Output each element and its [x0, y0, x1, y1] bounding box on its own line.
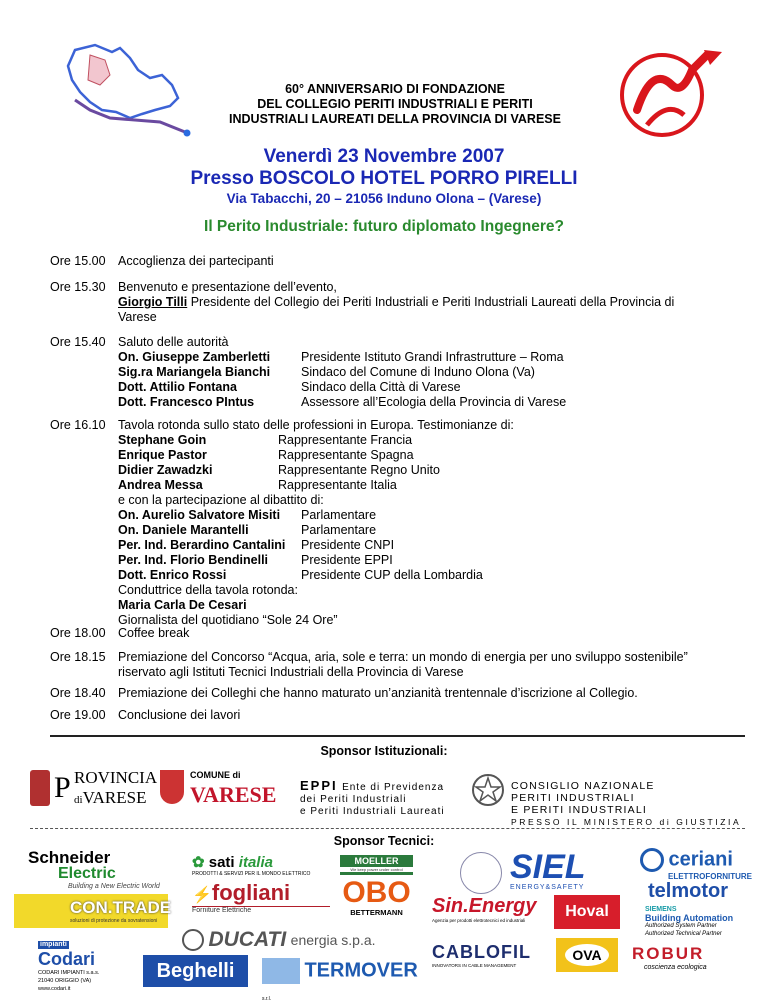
eppi-line: dei Periti Industriali [300, 794, 407, 805]
codari-label: impianti [40, 941, 67, 948]
speaker-name: Enrique Pastor [118, 448, 207, 462]
siemens-line: Building Automation [645, 913, 734, 923]
moeller-logo [340, 855, 413, 875]
ova-logo [556, 938, 618, 972]
program-time: Ore 15.00 [50, 254, 106, 268]
sinenergy-name: Sin.Energy [432, 895, 537, 917]
program-item [50, 708, 710, 723]
siemens-logo [645, 906, 750, 938]
program-time: Ore 18.15 [50, 650, 106, 664]
schneider-electric-logo [28, 848, 178, 890]
event-address: Via Tabacchi, 20 – 21056 Induno Olona – (Varese) [226, 191, 542, 206]
program-text: Tavola rotonda sullo stato delle professioni in Europa. Testimonianze di: [118, 418, 514, 432]
program-text: Saluto delle autorità [118, 335, 229, 349]
program-text: Accoglienza dei partecipanti [118, 254, 274, 268]
obo-name: OBO [342, 876, 411, 909]
sati-name: sati [208, 854, 235, 871]
speaker-row [118, 395, 710, 410]
robur-tagline: coscienza ecologica [644, 964, 707, 971]
fogliani-name: fogliani [211, 880, 291, 905]
speaker-row [118, 365, 710, 380]
cablofil-name: CABLOFIL [432, 942, 531, 962]
sinenergy-logo [432, 895, 542, 923]
program-text: Conduttrice della tavola rotonda: [118, 583, 298, 597]
institutional-sponsors-title: Sponsor Istituzionali: [320, 744, 448, 758]
venue-block [100, 146, 668, 208]
speaker-row [118, 448, 710, 463]
siel-tagline: ENERGY&SAFETY [510, 884, 585, 891]
speaker-name: Didier Zawadzki [118, 463, 213, 477]
provincia-word: ROVINCIA [74, 768, 158, 787]
contrade-name: CON.TRADE [70, 898, 172, 917]
program-detail [118, 295, 710, 325]
hoval-logo: Hoval [554, 895, 620, 929]
sati-italia-logo [192, 853, 312, 877]
fogliani-mark-icon: ⚡ [192, 887, 212, 904]
program-time: Ore 19.00 [50, 708, 106, 722]
speaker-role: Sindaco della Città di Varese [301, 380, 461, 394]
ducati-name: DUCATI [208, 928, 287, 951]
anniversary-header [190, 82, 600, 127]
comune-label: COMUNE di [190, 770, 241, 780]
italian-republic-emblem-icon [470, 770, 506, 810]
speaker-row [118, 508, 710, 523]
speaker-name: Per. Ind. Berardino Cantalini [118, 538, 286, 552]
program-text: Coffee break [118, 626, 190, 640]
cablofil-tagline: INNOVATORS IN CABLE MANAGEMENT [432, 963, 517, 968]
program-item [50, 650, 710, 680]
cnpi-line: E PERITI INDUSTRIALI [511, 804, 648, 816]
robur-name: ROBUR [632, 944, 705, 963]
anniversary-60-logo [612, 40, 732, 140]
eppi-line: Ente di Previdenza [342, 782, 445, 793]
siemens-line: Authorized System Partner [645, 923, 717, 929]
cnpi-line: PRESSO IL MINISTERO di GIUSTIZIA [511, 817, 742, 827]
speaker-role: Parlamentare [301, 523, 377, 537]
moderator-role: Giornalista del quotidiano “Sole 24 Ore” [118, 613, 338, 627]
eppi-line: e Periti Industriali Laureati [300, 806, 445, 817]
lombardia-map-logo [50, 40, 200, 140]
header-line: 60° ANNIVERSARIO DI FONDAZIONE [285, 82, 505, 96]
obo-tagline: BETTERMANN [350, 908, 403, 917]
speaker-role: Sindaco del Comune di Induno Olona (Va) [301, 365, 535, 379]
event-theme: Il Perito Industriale: futuro diplomato Ingegnere? [204, 218, 564, 235]
termover-logo [262, 958, 422, 1002]
ceriani-name: ceriani [668, 848, 733, 871]
speaker-name: Andrea Messa [118, 478, 203, 492]
comune-crest-icon [160, 770, 184, 804]
siel-logo [510, 850, 600, 891]
header-line: INDUSTRIALI LAUREATI DELLA PROVINCIA DI VARESE [229, 112, 561, 126]
fogliani-logo [192, 880, 330, 914]
provincia-initial: P [54, 771, 71, 804]
cnpi-line: PERITI INDUSTRIALI [511, 792, 635, 804]
termover-name: TERMOVER [304, 959, 418, 982]
ducati-tagline: energia s.p.a. [290, 932, 376, 948]
comune-varese-logo [160, 770, 278, 812]
speaker-role: Assessore all’Ecologia della Provincia di Varese [301, 395, 567, 409]
divider [50, 735, 745, 737]
sinenergy-tagline: Agenzia per prodotti elettrotecnici ed industriali [432, 918, 526, 923]
codari-line: CODARI IMPIANTI s.a.s. [38, 970, 100, 976]
eppi-name: EPPI [300, 778, 338, 793]
speaker-row [118, 523, 710, 538]
obo-bettermann-logo [340, 878, 413, 917]
sati-italia: italia [238, 854, 273, 871]
sati-leaf-icon: ✿ [192, 854, 209, 871]
codari-impianti-logo [38, 938, 123, 993]
speaker-name: Dott. Francesco PIntus [118, 395, 255, 409]
speaker-row [118, 350, 710, 365]
codari-line: www.codari.it [38, 986, 71, 992]
event-date: Venerdì 23 Novembre 2007 [263, 146, 505, 167]
schneider-tagline: Building a New Electric World [68, 883, 160, 890]
termover-suffix: s.r.l. [262, 996, 272, 1002]
comune-name: VARESE [190, 782, 277, 807]
speaker-row [118, 553, 710, 568]
contrade-tagline: soluzioni di protezione da sovratensioni [70, 918, 158, 924]
speaker-role: Rappresentante Italia [278, 478, 397, 492]
speaker-role: Rappresentante Spagna [278, 448, 414, 462]
speaker-row [118, 478, 710, 493]
siemens-name: SIEMENS [645, 906, 677, 913]
cnpi-line: CONSIGLIO NAZIONALE [511, 780, 655, 792]
speaker-role: Rappresentante Francia [278, 433, 413, 447]
cablofil-logo [432, 942, 537, 968]
ceriani-logo [640, 848, 755, 881]
schneider-name: Schneider [28, 848, 111, 867]
ceriani-tagline: ELETTROFORNITURE [668, 872, 752, 881]
ova-name: OVA [565, 944, 608, 966]
program-item [50, 280, 710, 325]
provincia-di: di [74, 794, 83, 806]
speaker-row [118, 433, 710, 448]
cnpi-logo [511, 780, 756, 828]
program-item [50, 254, 710, 269]
robur-logo [632, 944, 742, 971]
event-place: Presso BOSCOLO HOTEL PORRO PIRELLI [190, 168, 578, 189]
program-item [50, 626, 710, 641]
ceriani-mark-icon [640, 848, 664, 872]
speaker-name: Stephane Goin [118, 433, 207, 447]
program-item [50, 335, 710, 410]
speaker-row [118, 538, 710, 553]
speaker-row [118, 380, 710, 395]
speaker-role: Parlamentare [301, 508, 377, 522]
speaker-name: Dott. Enrico Rossi [118, 568, 227, 582]
speaker-role: Presidente del Collegio dei Periti Industriali e Periti Industriali Laureati della Provincia di Varese [118, 295, 675, 324]
codari-name: Codari [38, 949, 96, 969]
speaker-name: Giorgio Tilli [118, 295, 188, 309]
speaker-name: On. Daniele Marantelli [118, 523, 249, 537]
telmotor-logo: telmotor [648, 880, 728, 902]
ducati-globe-icon [182, 929, 204, 951]
technical-sponsors-title: Sponsor Tecnici: [333, 834, 435, 848]
association-seal-icon [460, 852, 502, 894]
siel-name: SIEL [510, 848, 586, 886]
speaker-name: On. Aurelio Salvatore Misiti [118, 508, 281, 522]
speaker-role: Presidente CUP della Lombardia [301, 568, 483, 582]
program-item [50, 418, 710, 628]
speaker-row [118, 568, 710, 583]
speaker-row [118, 463, 710, 478]
divider [30, 828, 745, 829]
program-text: Benvenuto e presentazione dell’evento, [118, 280, 337, 294]
provincia-varese-logo [30, 766, 158, 812]
speaker-name: On. Giuseppe Zamberletti [118, 350, 271, 364]
schneider-electric: Electric [58, 865, 116, 882]
codari-line: 21040 ORIGGIO (VA) [38, 978, 92, 984]
eppi-logo [300, 780, 470, 818]
header-line: DEL COLLEGIO PERITI INDUSTRIALI E PERITI [257, 97, 533, 111]
provincia-crest-icon [30, 770, 50, 806]
siemens-line: Authorized Technical Partner [645, 931, 722, 937]
speaker-name: Per. Ind. Florio Bendinelli [118, 553, 269, 567]
moeller-name: MOELLER [354, 856, 399, 866]
program-time: Ore 15.40 [50, 335, 106, 349]
program-text: e con la partecipazione al dibattito di: [118, 493, 324, 507]
contrade-logo [14, 894, 172, 928]
program-time: Ore 18.40 [50, 686, 106, 700]
program-time: Ore 15.30 [50, 280, 106, 294]
beghelli-logo: Beghelli [143, 955, 248, 987]
program-text: Conclusione dei lavori [118, 708, 241, 722]
provincia-name: VARESE [82, 788, 147, 807]
moeller-tagline: We keep power under control [340, 867, 413, 872]
termover-mark-icon [262, 958, 300, 984]
program-time: Ore 16.10 [50, 418, 106, 432]
speaker-name: Dott. Attilio Fontana [118, 380, 237, 394]
speaker-name: Sig.ra Mariangela Bianchi [118, 365, 271, 379]
program-text: Premiazione dei Colleghi che hanno maturato un’anzianità trentennale d’iscrizione al Collegio. [118, 686, 638, 700]
speaker-role: Presidente CNPI [301, 538, 395, 552]
moderator-name: Maria Carla De Cesari [118, 598, 247, 612]
program-time: Ore 18.00 [50, 626, 106, 640]
program-text: Premiazione del Concorso “Acqua, aria, sole e terra: un mondo di energia per uno sviluppo sostenibile” riservato agli Istituti Tecnici Industriali della Provincia di Varese [118, 650, 688, 679]
speaker-role: Presidente Istituto Grandi Infrastrutture – Roma [301, 350, 564, 364]
ducati-energia-logo [182, 928, 392, 952]
speaker-role: Rappresentante Regno Unito [278, 463, 440, 477]
fogliani-tagline: Forniture Elettriche [192, 906, 330, 914]
program-item [50, 686, 710, 701]
speaker-role: Presidente EPPI [301, 553, 393, 567]
sati-tagline: PRODOTTI & SERVIZI PER IL MONDO ELETTRICO [192, 871, 311, 877]
